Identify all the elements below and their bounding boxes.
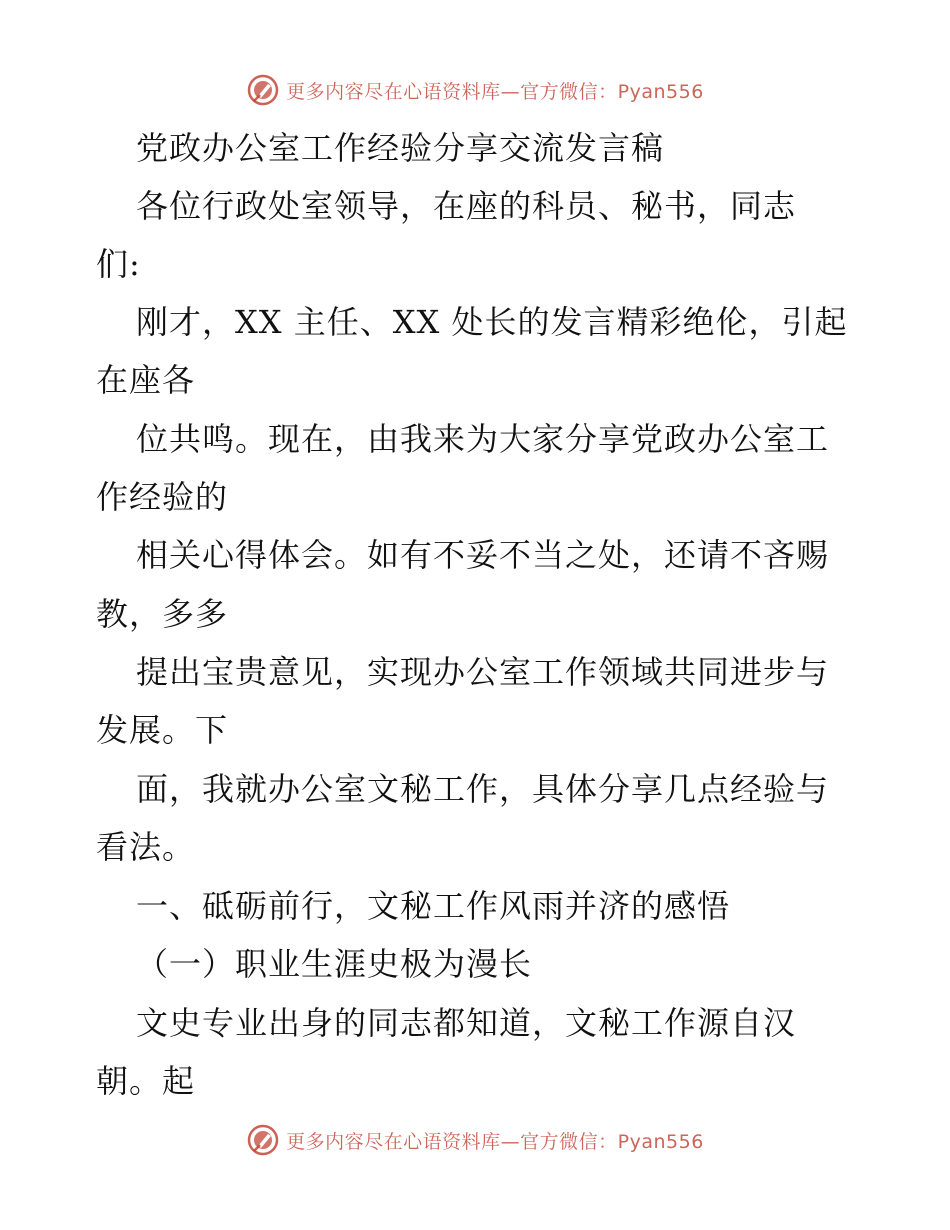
text-line: 相关心得体会。如有不妥不当之处，还请不吝赐: [136, 536, 830, 574]
text-line: 朝。起: [96, 1062, 196, 1100]
pen-logo-icon: [246, 1123, 280, 1157]
text-line: 刚才，XX 主任、XX 处长的发言精彩绝伦，引起: [136, 303, 848, 341]
text-line: 位共鸣。现在，由我来为大家分享党政办公室工: [136, 420, 830, 458]
text-line: 面，我就办公室文秘工作，具体分享几点经验与: [136, 770, 830, 808]
text-line: 提出宝贵意见，实现办公室工作领域共同进步与: [136, 653, 830, 691]
text-line: 文史专业出身的同志都知道，文秘工作源自汉: [136, 1004, 797, 1042]
text-line: 在座各: [96, 361, 196, 399]
text-line: 看法。: [96, 828, 196, 866]
section-heading: 一、砥砺前行，文秘工作风雨并济的感悟: [136, 887, 731, 925]
text-line: 作经验的: [96, 478, 229, 516]
subsection-heading: （一）职业生涯史极为漫长: [136, 945, 533, 983]
watermark-text: 更多内容尽在心语资料库—官方微信：Pyan556: [286, 80, 704, 103]
text-line: 各位行政处室领导，在座的科员、秘书，同志: [136, 187, 797, 225]
pen-logo-icon: [246, 73, 280, 107]
document-title: 党政办公室工作经验分享交流发言稿: [136, 129, 665, 167]
text-line: 教，多多: [96, 595, 229, 633]
watermark-banner-bottom: [0, 1120, 950, 1160]
watermark-text: 更多内容尽在心语资料库—官方微信：Pyan556: [286, 1130, 704, 1153]
text-line: 发展。下: [96, 711, 229, 749]
watermark-banner-top: [0, 70, 950, 110]
text-line: 们:: [96, 245, 141, 283]
